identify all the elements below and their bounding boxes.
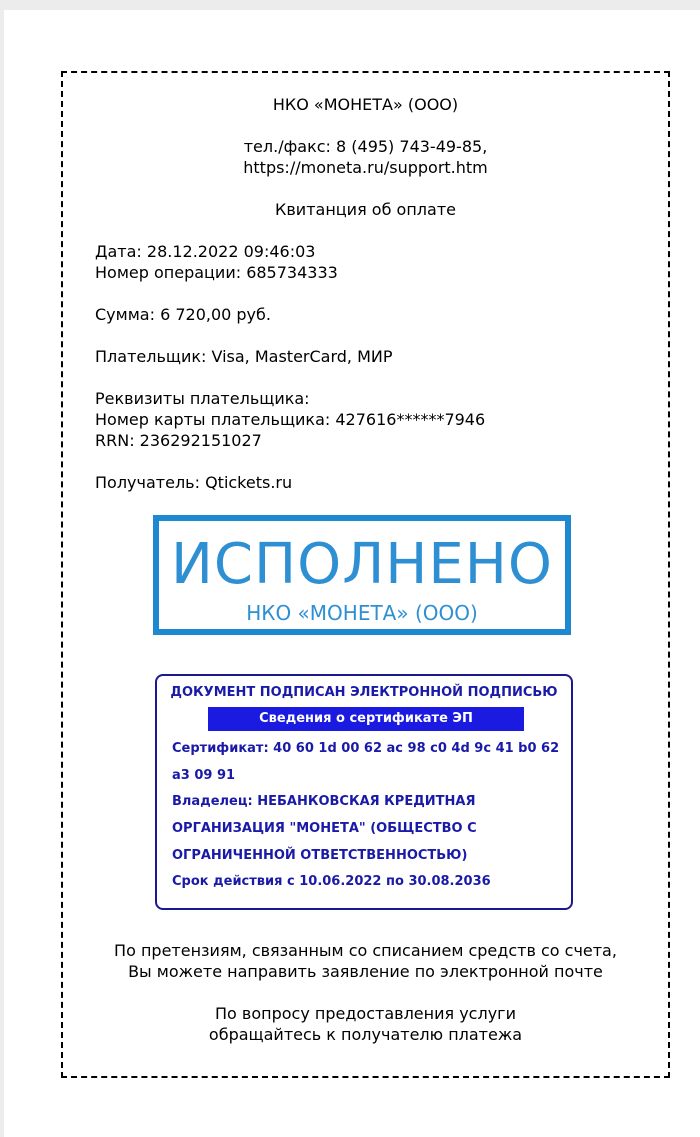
signature-title: ДОКУМЕНТ ПОДПИСАН ЭЛЕКТРОННОЙ ПОДПИСЬЮ bbox=[170, 685, 558, 700]
receipt-title: Квитанция об оплате bbox=[275, 200, 456, 219]
executed-stamp bbox=[153, 515, 571, 635]
operation-number: Номер операции: 685734333 bbox=[95, 263, 338, 282]
org-name: НКО «МОНЕТА» (ООО) bbox=[272, 95, 459, 114]
certificate-line-2: a3 09 91 bbox=[172, 768, 236, 783]
owner-line-2: ОРГАНИЗАЦИЯ "МОНЕТА" (ОБЩЕСТВО С bbox=[172, 821, 477, 836]
stamp-main-text: ИСПОЛНЕНО bbox=[171, 532, 553, 597]
payment-amount: Сумма: 6 720,00 руб. bbox=[95, 305, 271, 324]
payment-date: Дата: 28.12.2022 09:46:03 bbox=[95, 242, 316, 261]
owner-line-3: ОГРАНИЧЕННОЙ ОТВЕТСТВЕННОСТЬЮ) bbox=[172, 848, 468, 863]
support-url: https://moneta.ru/support.htm bbox=[243, 158, 488, 177]
card-number: Номер карты плательщика: 427616******7946 bbox=[95, 410, 486, 429]
payer-method: Плательщик: Visa, MasterCard, МИР bbox=[95, 347, 393, 366]
rrn-number: RRN: 236292151027 bbox=[95, 431, 262, 450]
service-line-1: По вопросу предоставления услуги bbox=[215, 1004, 516, 1023]
digital-signature-box bbox=[155, 674, 573, 910]
owner-line-1: Владелец: НЕБАНКОВСКАЯ КРЕДИТНАЯ bbox=[172, 794, 476, 809]
recipient: Получатель: Qtickets.ru bbox=[95, 473, 293, 492]
payer-details-label: Реквизиты плательщика: bbox=[95, 389, 310, 408]
certificate-validity: Срок действия с 10.06.2022 по 30.08.2036 bbox=[172, 874, 491, 889]
claims-line-2: Вы можете направить заявление по электронной почте bbox=[128, 962, 603, 981]
stamp-sub-text: НКО «МОНЕТА» (ООО) bbox=[246, 601, 478, 625]
certificate-info-banner: Сведения о сертификате ЭП bbox=[208, 707, 524, 731]
service-line-2: обращайтесь к получателю платежа bbox=[208, 1025, 523, 1044]
certificate-line-1: Сертификат: 40 60 1d 00 62 ac 98 c0 4d 9c 41 b0 62 bbox=[172, 741, 560, 756]
claims-line-1: По претензиям, связанным со списанием средств со счета, bbox=[114, 941, 617, 960]
phone-line: тел./факс: 8 (495) 743-49-85, bbox=[243, 137, 488, 156]
